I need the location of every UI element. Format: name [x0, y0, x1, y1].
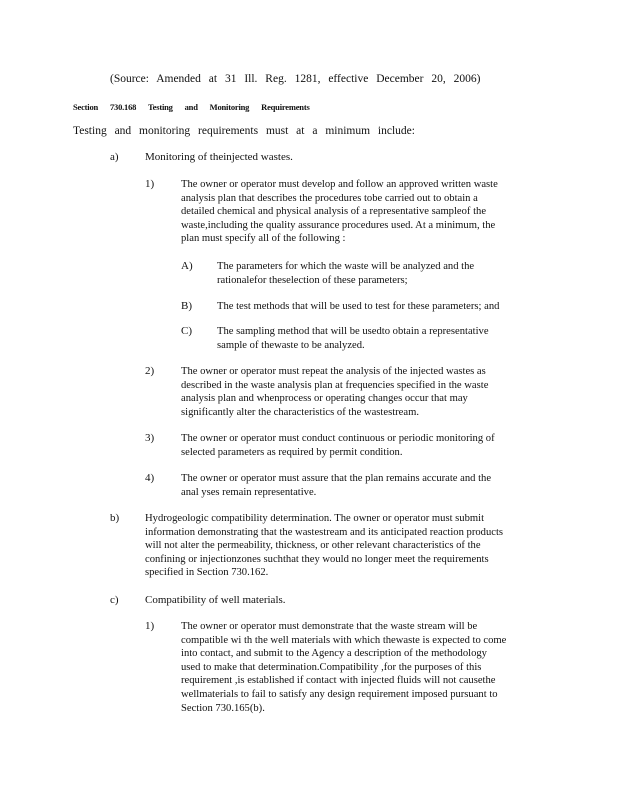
text-line: The owner or operator must repeat the analysis of the injected wastes as — [181, 366, 486, 377]
item-a1B-paragraph — [217, 300, 537, 314]
text-line: described in the waste analysis plan at frequencies specified in the waste — [181, 379, 489, 391]
text-line: compatible wi th the well materials with which thewaste is expected to come — [181, 634, 507, 646]
item-b-label: b) — [110, 512, 120, 524]
text-line: Hydrogeologic compatibility determination. The owner or operator must submit — [145, 513, 485, 524]
source-note: (Source: Amended at 31 Ill. Reg. 1281, effective December 20, 2006) — [110, 73, 481, 85]
text-line: into contact, and submit to the Agency a description of the methodology — [181, 648, 487, 660]
text-line: sample of thewaste to be analyzed. — [217, 339, 365, 351]
section-heading: Section 730.168 Testing and Monitoring Requirements — [73, 102, 310, 112]
text-line: anal yses remain representative. — [181, 486, 317, 498]
intro-text: Testing and monitoring requirements must at a minimum include: — [73, 125, 415, 137]
item-a1B-label: B) — [181, 300, 192, 312]
text-line: will not alter the permeability, thickness, or other relevant characteristics of the — [145, 540, 481, 552]
item-b-paragraph — [145, 512, 543, 580]
item-a-text: Monitoring of theinjected wastes. — [145, 151, 293, 163]
item-a2-paragraph — [181, 365, 537, 419]
item-a3-label: 3) — [145, 432, 155, 444]
text-line: The owner or operator must conduct continuous or periodic monitoring of — [181, 433, 495, 444]
item-a3-paragraph — [181, 432, 537, 459]
text-line: Section 730.165(b). — [181, 702, 265, 714]
item-a1A-label: A) — [181, 260, 193, 272]
text-line: The owner or operator must develop and follow an approved written waste — [181, 179, 498, 190]
item-a1A-paragraph — [217, 260, 537, 287]
text-line: detailed chemical and physical analysis of a representative sampleof the — [181, 206, 487, 218]
item-a4-label: 4) — [145, 472, 155, 484]
text-line: significantly alter the characteristics of the wastestream. — [181, 406, 419, 418]
item-a2-label: 2) — [145, 365, 155, 377]
text-line: The sampling method that will be usedto obtain a representative — [217, 326, 489, 337]
text-line: selected parameters as required by permit condition. — [181, 446, 403, 458]
item-a1-label: 1) — [145, 178, 155, 190]
item-c1-label: 1) — [145, 620, 155, 632]
text-line: wellmaterials to fail to satisfy any design requirement imposed pursuant to — [181, 688, 498, 700]
text-line: information demonstrating that the wastestream and its anticipated reaction products — [145, 526, 504, 538]
text-line: specified in Section 730.162. — [145, 567, 269, 579]
text-line: The parameters for which the waste will be analyzed and the — [217, 261, 475, 272]
item-a4-paragraph — [181, 472, 537, 499]
text-line: used to make that determination.Compatibility ,for the purposes of this — [181, 661, 482, 673]
text-line: requirement ,is established if contact with injected fluids will not causethe — [181, 675, 496, 687]
item-a-label: a) — [110, 151, 119, 163]
item-a1-paragraph — [181, 178, 537, 246]
item-c-text: Compatibility of well materials. — [145, 594, 286, 606]
text-line: waste,including the quality assurance procedures used. At a minimum, the — [181, 219, 496, 231]
text-line: confining or injectionzones suchthat they would no longer meet the requirements — [145, 553, 489, 565]
item-c-label: c) — [110, 594, 119, 606]
text-line: The owner or operator must assure that the plan remains accurate and the — [181, 473, 492, 484]
item-c1-paragraph — [181, 620, 541, 715]
text-line: rationalefor theselection of these parameters; — [217, 274, 408, 286]
text-line: The owner or operator must demonstrate that the waste stream will be — [181, 621, 478, 632]
text-line: analysis plan and whenprocess or operating changes occur that may — [181, 393, 468, 405]
text-line: The test methods that will be used to test for these parameters; and — [217, 301, 500, 312]
item-a1C-paragraph — [217, 325, 537, 352]
item-a1C-label: C) — [181, 325, 192, 337]
text-line: analysis plan that describes the procedures tobe carried out to obtain a — [181, 192, 478, 204]
text-line: plan must specify all of the following : — [181, 233, 346, 245]
